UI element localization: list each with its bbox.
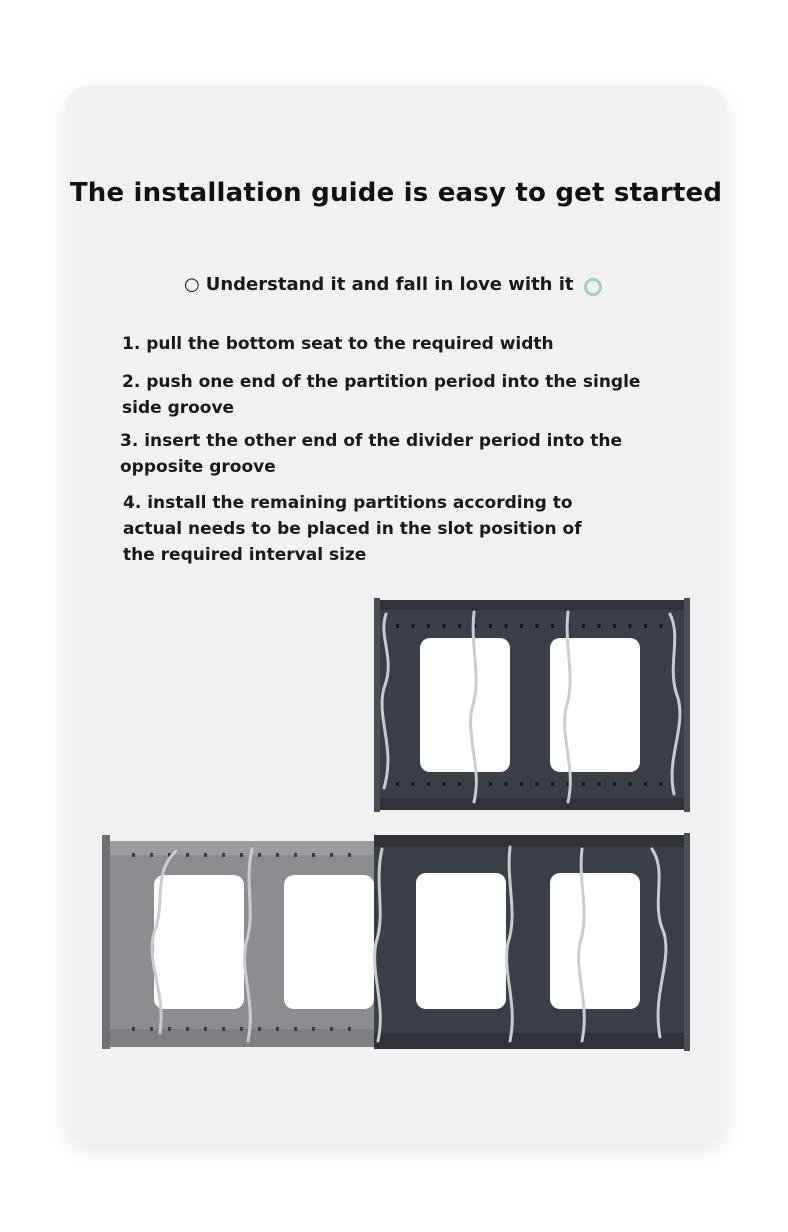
- top-rack-image: [374, 598, 692, 812]
- bottom-rack-image: [102, 833, 692, 1053]
- page-title: The installation guide is easy to get started: [69, 178, 723, 208]
- step-1: 1. pull the bottom seat to the required width: [122, 334, 554, 354]
- bullet-circle-icon: ○: [184, 273, 200, 295]
- subtitle: [184, 272, 602, 296]
- step-3: 3. insert the other end of the divider period into the opposite groove: [120, 431, 623, 477]
- green-ring-icon: [584, 278, 602, 296]
- step-2: 2. push one end of the partition period into the single side groove: [122, 372, 641, 418]
- step-4: 4. install the remaining partitions according to actual needs to be placed in the slot position of the required interval size: [123, 493, 582, 565]
- subtitle-text: Understand it and fall in love with it: [205, 273, 574, 295]
